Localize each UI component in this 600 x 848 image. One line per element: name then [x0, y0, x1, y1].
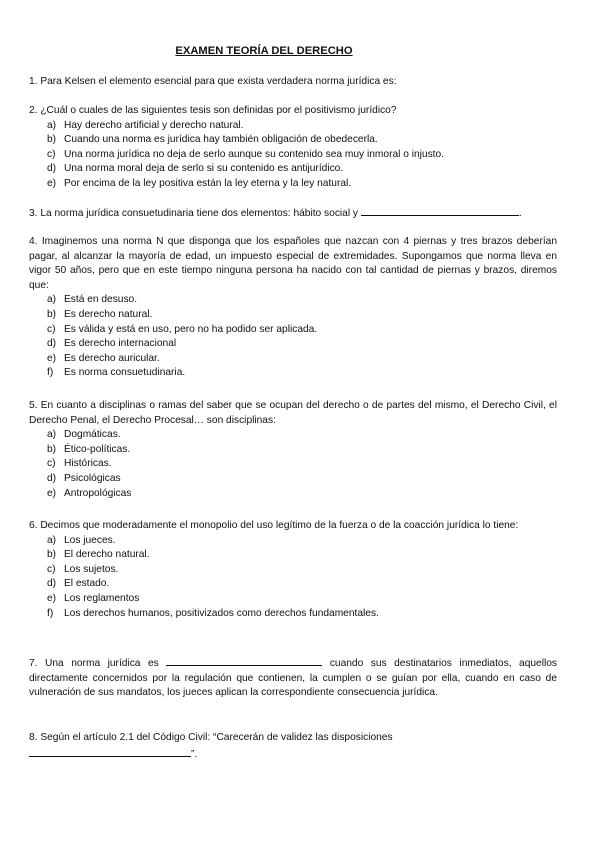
- question-2: [29, 104, 557, 192]
- question-8: [29, 731, 557, 762]
- option-item: [29, 487, 557, 502]
- question-text: 8. Según el artículo 2.1 del Código Civil: “Carecerán de validez las disposiciones: [29, 732, 393, 743]
- option-item: [29, 592, 557, 607]
- option-text: Es norma consuetudinaria.: [64, 367, 186, 379]
- option-label: d): [47, 163, 57, 175]
- option-text: Los derechos humanos, positivizados como derechos fundamentales.: [64, 607, 379, 619]
- option-label: b): [47, 134, 57, 146]
- option-item: [29, 563, 557, 578]
- option-item: [29, 352, 557, 367]
- option-text: El derecho natural.: [64, 549, 150, 561]
- question-text: 5. En cuanto a disciplinas o ramas del saber que se ocupan del derecho o de partes del mismo, el Derecho Civil, el Derecho Penal, el Derecho Procesal… son disciplinas:: [29, 400, 557, 426]
- sentence-end: .: [518, 208, 522, 219]
- option-label: b): [47, 549, 57, 561]
- question-7: [29, 655, 557, 701]
- option-text: Históricas.: [64, 458, 112, 470]
- option-label: f): [47, 367, 54, 379]
- options-list: [29, 428, 557, 501]
- option-label: c): [47, 563, 56, 575]
- question-3: [29, 205, 557, 222]
- question-text-rest: cuando sus destinatarios inmediatos, aquellos directamente concernidos por la regulación que contienen, la cumplen o se guían por ella, cuando en caso de vulneración de sus mandatos, los jueces aplican la correspondiente consecuencia jurídica.: [29, 658, 557, 699]
- option-text: Cuando una norma es jurídica hay también obligación de obedecerla.: [64, 134, 378, 146]
- question-1: [29, 75, 557, 90]
- option-text: Ético-políticas.: [64, 443, 131, 455]
- option-text: Una norma jurídica no deja de serlo aunque su contenido sea muy inmoral o injusto.: [64, 148, 444, 160]
- option-text: Una norma moral deja de serlo si su contenido es antijurídico.: [64, 163, 344, 175]
- question-6: [29, 519, 557, 621]
- option-label: d): [47, 578, 57, 590]
- option-item: [29, 534, 557, 549]
- option-text: El estado.: [64, 578, 110, 590]
- page-title: EXAMEN TEORÍA DEL DERECHO: [175, 45, 353, 57]
- option-label: f): [47, 607, 54, 619]
- option-label: e): [47, 177, 57, 189]
- option-item: [29, 366, 557, 381]
- option-label: b): [47, 308, 57, 320]
- option-label: a): [47, 534, 57, 546]
- option-text: Es derecho natural.: [64, 308, 153, 320]
- option-item: [29, 443, 557, 458]
- option-text: Dogmáticas.: [64, 429, 121, 441]
- question-text: 2. ¿Cuál o cuales de las siguientes tesis son definidas por el positivismo jurídico?: [29, 105, 397, 116]
- option-item: [29, 148, 557, 163]
- option-item: [29, 337, 557, 352]
- option-label: e): [47, 352, 57, 364]
- option-label: a): [47, 294, 57, 306]
- question-text: 3. La norma jurídica consuetudinaria tiene dos elementos: hábito social y: [29, 208, 359, 219]
- question-text-line: [29, 655, 557, 701]
- answer-blank: [29, 746, 191, 757]
- option-text: Los jueces.: [64, 534, 116, 546]
- sentence-end: ”.: [191, 748, 198, 760]
- answer-blank: [361, 205, 519, 216]
- option-text: Antropológicas: [64, 487, 132, 499]
- option-text: Psicológicas: [64, 472, 121, 484]
- option-item: [29, 133, 557, 148]
- options-list: [29, 293, 557, 381]
- option-item: [29, 162, 557, 177]
- option-label: e): [47, 592, 57, 604]
- option-item: [29, 607, 557, 622]
- option-text: Los sujetos.: [64, 563, 119, 575]
- option-item: [29, 323, 557, 338]
- question-5: [29, 399, 557, 501]
- option-label: c): [47, 458, 56, 470]
- question-4: [29, 235, 557, 381]
- option-text: Es derecho internacional: [64, 338, 177, 350]
- options-list: [29, 119, 557, 192]
- question-text: 4. Imaginemos una norma N que disponga que los españoles que nazcan con 4 piernas y tres brazos deberían pagar, al alcanzar la mayoría de edad, un impuesto especial de extremidades. Supongamos que norma lleva en vigor 50 años, pero que en este tiempo ninguna persona ha nacido con tal cantidad de piernas y brazos, diremos que:: [29, 236, 557, 291]
- option-text: Por encima de la ley positiva están la ley eterna y la ley natural.: [64, 177, 352, 189]
- option-label: a): [47, 119, 57, 131]
- question-text-line: [29, 205, 557, 222]
- option-item: [29, 457, 557, 472]
- option-label: e): [47, 487, 57, 499]
- option-label: c): [47, 323, 56, 335]
- option-item: [29, 119, 557, 134]
- option-item: [29, 472, 557, 487]
- option-label: d): [47, 472, 57, 484]
- question-text: 7. Una norma jurídica es: [29, 658, 159, 669]
- option-text: Es derecho auricular.: [64, 352, 160, 364]
- option-item: [29, 548, 557, 563]
- option-item: [29, 293, 557, 308]
- option-item: [29, 577, 557, 592]
- option-label: a): [47, 429, 57, 441]
- question-text-line: [29, 746, 557, 763]
- option-label: c): [47, 148, 56, 160]
- option-text: Hay derecho artificial y derecho natural.: [64, 119, 244, 131]
- option-item: [29, 428, 557, 443]
- answer-blank: [166, 655, 322, 666]
- option-item: [29, 308, 557, 323]
- option-label: d): [47, 338, 57, 350]
- question-text: 6. Decimos que moderadamente el monopolio del uso legítimo de la fuerza o de la coacción jurídica lo tiene:: [29, 520, 519, 531]
- options-list: [29, 534, 557, 622]
- option-item: [29, 177, 557, 192]
- question-text: 1. Para Kelsen el elemento esencial para que exista verdadera norma jurídica es:: [29, 76, 397, 87]
- option-text: Es válida y está en uso, pero no ha podido ser aplicada.: [64, 323, 318, 335]
- option-label: b): [47, 443, 57, 455]
- option-text: Está en desuso.: [64, 294, 138, 306]
- option-text: Los reglamentos: [64, 592, 140, 604]
